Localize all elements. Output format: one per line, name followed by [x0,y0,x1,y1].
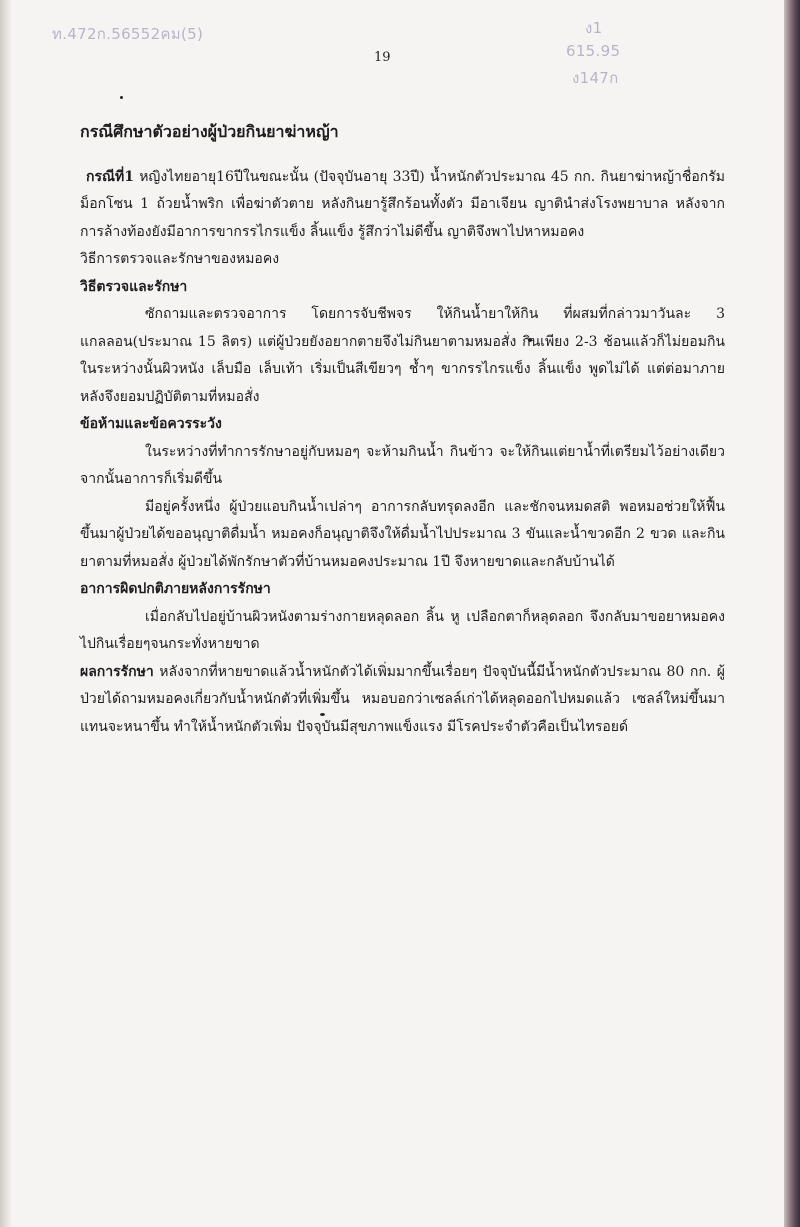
library-call-number-stamp: ท.472ก.56552คม(5) [52,25,204,43]
handwritten-note-line1: ง1 [585,19,603,37]
restrictions-heading: ข้อห้ามและข้อควรระวัง [80,416,222,432]
exam-paragraph: ซักถามและตรวจอาการ โดยการจับชีพจร ให้กินน้ำยาให้กิน ที่ผสมที่กล่าวมาวันละ 3 แกลลอน(ประมาณ 15 ลิตร) แต่ผู้ป่วยยังอยากตายจึงไม่กินยาตามหมอสั่ง กินเพียง 2-3 ช้อนแล้วก็ไม่ยอมกิน ในระหว่างนั้นผิวหนัง เล็บมือ เล็บเท้า เริ่มเป็นสีเขียวๆ ช้ำๆ ขากรรไกรแข็ง ลิ้นแข็ง พูดไม่ได้ แต่ต่อมาภายหลังจึงยอมปฏิบัติตามที่หมอสั่ง [80,306,725,405]
case-1-text: หญิงไทยอายุ16ปีในขณะนั้น (ปัจจุบันอายุ 33ปี) น้ำหนักตัวประมาณ 45 กก. กินยาฆ่าหญ้าชื่อกรัมม็อกโซน 1 ถ้วยน้ำพริก เพื่อฆ่าตัวตาย หลังกินยารู้สึกร้อนทั้งตัว มีอาเจียน ญาตินำส่งโรงพยาบาล หลังจากการล้างท้องยังมีอาการขากรรไกรแข็ง ลิ้นแข็ง รู้สึกว่าไม่ดีขึ้น ญาติจึงพาไปหาหมอคง [80,168,725,240]
case-1-paragraph [80,164,725,247]
page-left-shadow [0,0,12,1227]
exam-heading: วิธีตรวจและรักษา [80,278,188,295]
handwritten-note-line3: ง147ก [572,69,619,87]
abnormal-heading: อาการผิดปกติภายหลังการรักษา [80,581,271,597]
page-number: 19 [374,50,391,65]
restrictions-paragraph-2: มีอยู่ครั้งหนึ่ง ผู้ป่วยแอบกินน้ำเปล่าๆ อาการกลับทรุดลงอีก และชักจนหมดสติ พอหมอช่วยให้ฟื้นขึ้นมาผู้ป่วยได้ขออนุญาติดื่มน้ำ หมอคงก็อนุญาติจึงให้ดื่มน้ำไปประมาณ 3 ขันและน้ำขวดอีก 2 ขวด และกินยาตามที่หมอสั่ง ผู้ป่วยได้พักรักษาตัวที่บ้านหมอคงประมาณ 1ปี จึงหายขาดและกลับบ้านได้ [80,498,725,570]
result-paragraph [80,659,725,742]
abnormal-paragraph: เมื่อกลับไปอยู่บ้านผิวหนังตามร่างกายหลุดลอก ลิ้น หู เปลือกตาก็หลุดลอก จึงกลับมาขอยาหมอคงไปกินเรื่อยๆจนกระทั่งหายขาด [80,608,725,652]
scan-speck [120,96,123,99]
book-binding-edge [784,0,800,1227]
restrictions-paragraph-1: ในระหว่างที่ทำการรักษาอยู่กับหมอๆ จะห้ามกินน้ำ กินข้าว จะให้กินแต่ยาน้ำที่เตรียมไว้อย่างเดียว จากนั้นอาการก็เริ่มดีขึ้น [80,443,725,487]
result-text: หลังจากที่หายขาดแล้วน้ำหนักตัวได้เพิ่มมากขึ้นเรื่อยๆ ปัจจุบันนี้มีน้ำหนักตัวประมาณ 80 กก. ผู้ป่วยได้ถามหมอคงเกี่ยวกับน้ำหนักตัวที่เพิ่มขึ้น หมอบอกว่าเซลล์เก่าได้หลุดออกไปหมดแล้ว เซลล์ใหม่ขึ้นมาแทนจะหนาขึ้น ทำให้น้ำหนักตัวเพิ่ม ปัจจุบันมีสุขภาพแข็งแรง มีโรคประจำตัวคือเป็นไทรอยด์ [80,663,726,735]
document-body [80,118,725,741]
method-intro-heading: วิธีการตรวจและรักษาของหมอคง [80,251,280,267]
result-label: ผลการรักษา [80,663,154,680]
document-title: กรณีศึกษาตัวอย่างผู้ป่วยกินยาฆ่าหญ้า [80,122,339,141]
case-1-label: กรณีที่1 [86,168,134,185]
handwritten-note-line2: 615.95 [566,42,621,60]
